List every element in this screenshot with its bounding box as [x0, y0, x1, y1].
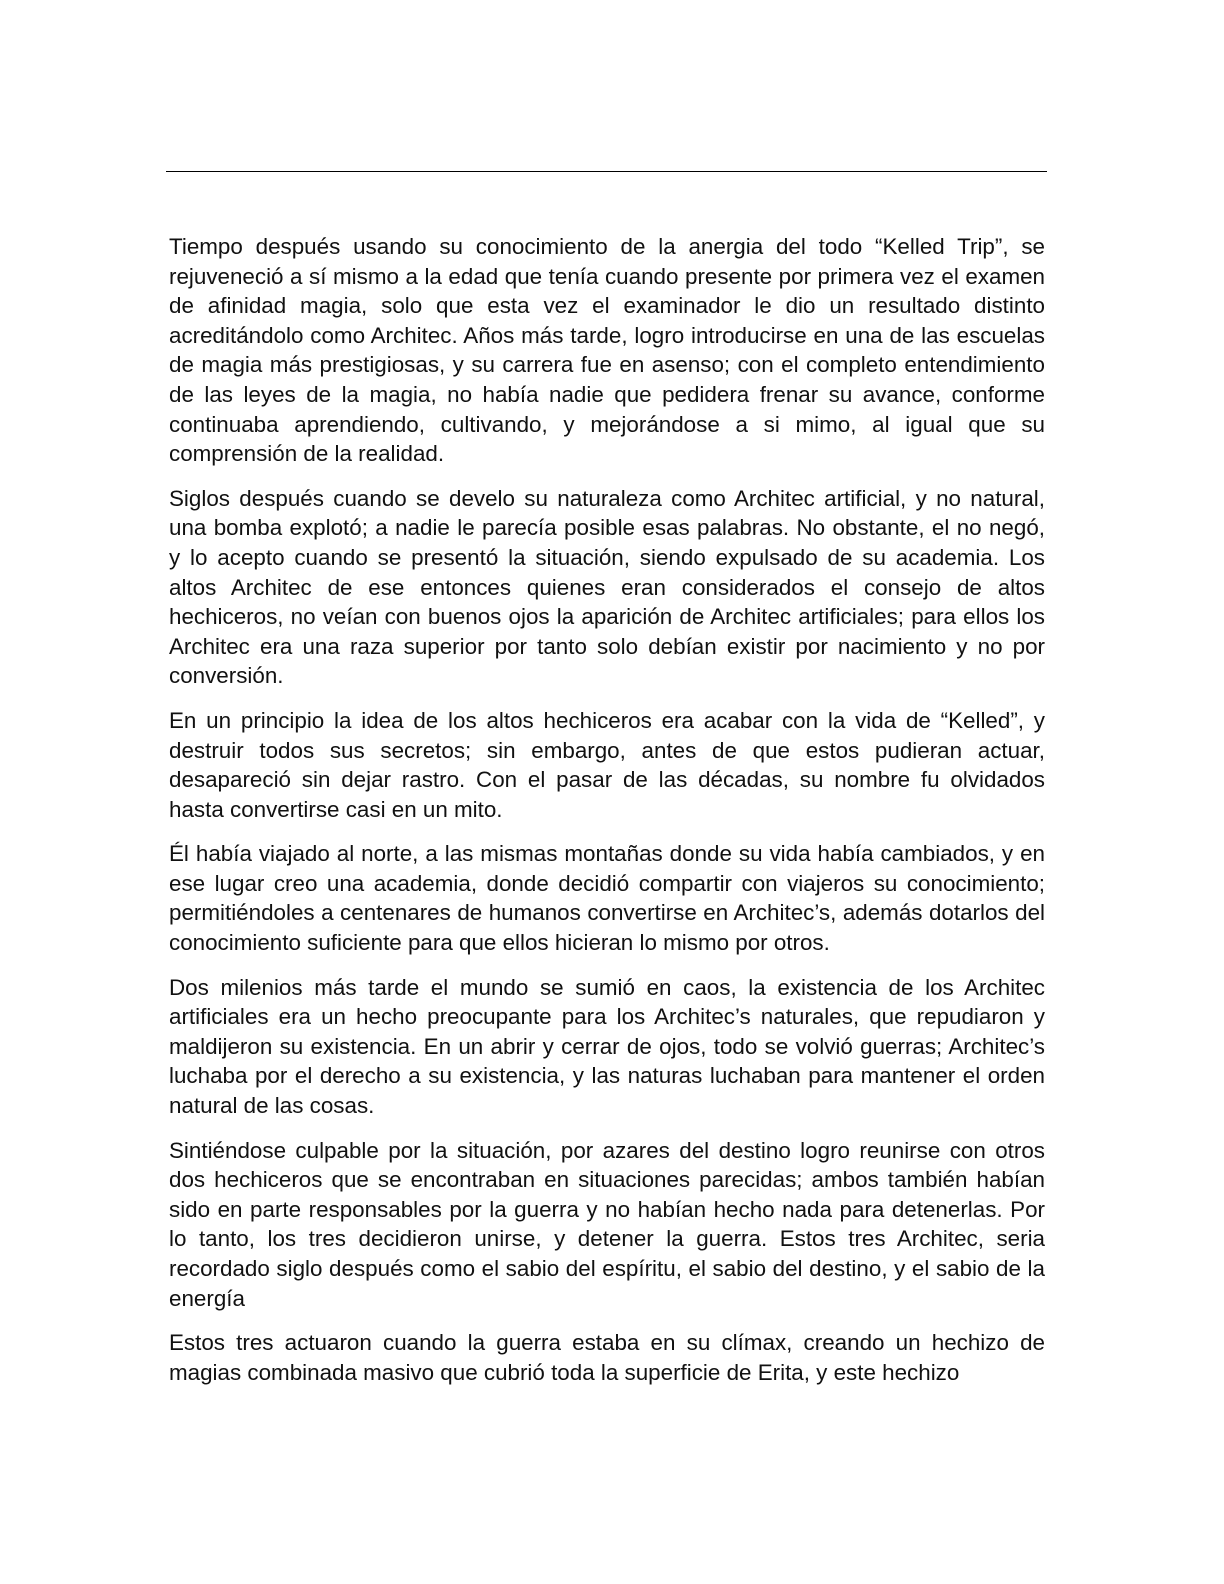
body-text — [169, 232, 1045, 1402]
header-rule — [166, 171, 1047, 172]
paragraph: Tiempo después usando su conocimiento de la anergia del todo “Kelled Trip”, se rejuveneció a sí mismo a la edad que tenía cuando presente por primera vez el examen de afinidad magia, solo que esta vez el examinador le dio un resultado distinto acreditándolo como Architec. Años más tarde, logro introducirse en una de las escuelas de magia más prestigiosas, y su carrera fue en asenso; con el completo entendimiento de las leyes de la magia, no había nadie que pedidera frenar su avance, conforme continuaba aprendiendo, cultivando, y mejorándose a si mimo, al igual que su comprensión de la realidad. — [169, 234, 1045, 467]
paragraph: Él había viajado al norte, a las mismas montañas donde su vida había cambiados, y en ese lugar creo una academia, donde decidió compartir con viajeros su conocimiento; permitiéndoles a centenares de humanos convertirse en Architec’s, además dotarlos del conocimiento suficiente para que ellos hicieran lo mismo por otros. — [169, 841, 1045, 956]
paragraph: Siglos después cuando se develo su naturaleza como Architec artificial, y no natural, una bomba explotó; a nadie le parecía posible esas palabras. No obstante, el no negó, y lo acepto cuando se presentó la situación, siendo expulsado de su academia. Los altos Architec de ese entonces quienes eran considerados el consejo de altos hechiceros, no veían con buenos ojos la aparición de Architec artificiales; para ellos los Architec era una raza superior por tanto solo debían existir por nacimiento y no por conversión. — [169, 485, 1045, 689]
paragraph: Sintiéndose culpable por la situación, por azares del destino logro reunirse con otros dos hechiceros que se encontraban en situaciones parecidas; ambos también habían sido en parte responsables por la guerra y no habían hecho nada para detenerlas. Por lo tanto, los tres decidieron unirse, y detener la guerra. Estos tres Architec, seria recordado siglo después como el sabio del espíritu, el sabio del destino, y el sabio de la energía — [169, 1137, 1045, 1311]
paragraph: Estos tres actuaron cuando la guerra estaba en su clímax, creando un hechizo de magias combinada masivo que cubrió toda la superficie de Erita, y este hechizo — [169, 1330, 1045, 1385]
paragraph: En un principio la idea de los altos hechiceros era acabar con la vida de “Kelled”, y destruir todos sus secretos; sin embargo, antes de que estos pudieran actuar, desapareció sin dejar rastro. Con el pasar de las décadas, su nombre fu olvidados hasta convertirse casi en un mito. — [169, 707, 1045, 822]
paragraph: Dos milenios más tarde el mundo se sumió en caos, la existencia de los Architec artificiales era un hecho preocupante para los Architec’s naturales, que repudiaron y maldijeron su existencia. En un abrir y cerrar de ojos, todo se volvió guerras; Architec’s luchaba por el derecho a su existencia, y las naturas luchaban para mantener el orden natural de las cosas. — [169, 974, 1045, 1119]
